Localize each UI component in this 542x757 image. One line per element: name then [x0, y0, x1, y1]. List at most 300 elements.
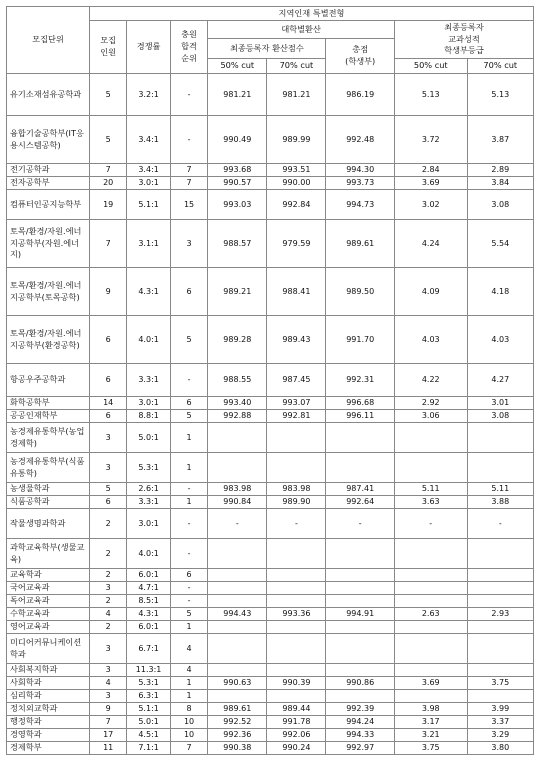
total-cell — [326, 423, 394, 453]
ratio-cell: 7.1:1 — [127, 742, 171, 755]
cut70-cell: 989.43 — [267, 316, 326, 364]
recruit-cell: 19 — [89, 190, 126, 220]
total-cell — [326, 569, 394, 582]
cut50-cell: 990.57 — [208, 177, 267, 190]
waitlist-cell: - — [170, 539, 207, 569]
cut70-cell: 989.99 — [267, 116, 326, 164]
grade50-cell: 5.13 — [394, 74, 467, 116]
table-row — [7, 509, 534, 539]
grade50-cell: 3.17 — [394, 716, 467, 729]
waitlist-cell: 1 — [170, 453, 207, 483]
cut70-cell: 988.41 — [267, 268, 326, 316]
header-waitlist: 충원 합격 순위 — [170, 21, 207, 74]
ratio-cell: 4.0:1 — [127, 316, 171, 364]
unit-cell: 경영학과 — [7, 729, 90, 742]
grade70-cell: 3.84 — [467, 177, 533, 190]
table-row — [7, 742, 534, 755]
table-row — [7, 729, 534, 742]
grade50-cell — [394, 582, 467, 595]
cut50-cell — [208, 453, 267, 483]
cut50-cell: - — [208, 509, 267, 539]
grade70-cell: 3.75 — [467, 677, 533, 690]
ratio-cell: 5.3:1 — [127, 453, 171, 483]
cut70-cell: 993.36 — [267, 608, 326, 621]
grade50-cell: 4.09 — [394, 268, 467, 316]
recruit-cell: 9 — [89, 703, 126, 716]
grade70-cell: 3.99 — [467, 703, 533, 716]
total-cell: 990.86 — [326, 677, 394, 690]
recruit-cell: 3 — [89, 423, 126, 453]
unit-cell: 작물생명과학과 — [7, 509, 90, 539]
grade50-cell — [394, 634, 467, 664]
grade70-cell: 4.27 — [467, 364, 533, 397]
grade50-cell — [394, 595, 467, 608]
table-row — [7, 483, 534, 496]
waitlist-cell: 10 — [170, 729, 207, 742]
header-recruit: 모집 인원 — [89, 21, 126, 74]
unit-cell: 농경제유통학부(농업경제학) — [7, 423, 90, 453]
recruit-cell: 2 — [89, 539, 126, 569]
header-ratio: 경쟁률 — [127, 21, 171, 74]
total-cell: 996.11 — [326, 410, 394, 423]
waitlist-cell: 6 — [170, 569, 207, 582]
cut70-cell — [267, 664, 326, 677]
admission-table — [6, 6, 534, 755]
total-cell: 987.41 — [326, 483, 394, 496]
cut50-cell — [208, 423, 267, 453]
grade70-cell: 3.08 — [467, 190, 533, 220]
waitlist-cell: 6 — [170, 268, 207, 316]
grade70-cell: 5.11 — [467, 483, 533, 496]
total-cell: 993.73 — [326, 177, 394, 190]
grade50-cell: 3.98 — [394, 703, 467, 716]
cut70-cell — [267, 423, 326, 453]
unit-cell: 농경제유통학부(식품유통학) — [7, 453, 90, 483]
ratio-cell: 5.3:1 — [127, 677, 171, 690]
cut50-cell: 989.21 — [208, 268, 267, 316]
recruit-cell: 3 — [89, 582, 126, 595]
total-cell — [326, 634, 394, 664]
ratio-cell: 4.0:1 — [127, 539, 171, 569]
recruit-cell: 11 — [89, 742, 126, 755]
unit-cell: 공공인재학부 — [7, 410, 90, 423]
ratio-cell: 3.4:1 — [127, 116, 171, 164]
table-row — [7, 397, 534, 410]
grade50-cell: 3.21 — [394, 729, 467, 742]
cut70-cell — [267, 634, 326, 664]
waitlist-cell: 4 — [170, 634, 207, 664]
cut70-cell: 992.84 — [267, 190, 326, 220]
cut70-cell: 990.00 — [267, 177, 326, 190]
grade70-cell — [467, 539, 533, 569]
grade50-cell: - — [394, 509, 467, 539]
cut50-cell: 994.43 — [208, 608, 267, 621]
table-row — [7, 690, 534, 703]
waitlist-cell: - — [170, 582, 207, 595]
total-cell: 992.31 — [326, 364, 394, 397]
ratio-cell: 3.0:1 — [127, 509, 171, 539]
cut50-cell: 989.28 — [208, 316, 267, 364]
waitlist-cell: 7 — [170, 164, 207, 177]
grade50-cell: 3.69 — [394, 177, 467, 190]
unit-cell: 토목/환경/자원.에너지공학부(자원.에너지) — [7, 220, 90, 268]
cut70-cell: 990.24 — [267, 742, 326, 755]
unit-cell: 화학공학부 — [7, 397, 90, 410]
recruit-cell: 6 — [89, 496, 126, 509]
header-g70: 70% cut — [467, 59, 533, 74]
cut50-cell: 992.88 — [208, 410, 267, 423]
grade50-cell — [394, 664, 467, 677]
ratio-cell: 3.3:1 — [127, 496, 171, 509]
grade50-cell: 2.63 — [394, 608, 467, 621]
ratio-cell: 3.4:1 — [127, 164, 171, 177]
recruit-cell: 7 — [89, 716, 126, 729]
unit-cell: 농생물학과 — [7, 483, 90, 496]
total-cell — [326, 453, 394, 483]
ratio-cell: 6.0:1 — [127, 569, 171, 582]
ratio-cell: 4.5:1 — [127, 729, 171, 742]
cut70-cell: 989.90 — [267, 496, 326, 509]
recruit-cell: 3 — [89, 664, 126, 677]
total-cell: 994.30 — [326, 164, 394, 177]
grade70-cell: 5.13 — [467, 74, 533, 116]
cut70-cell — [267, 582, 326, 595]
total-cell: 991.70 — [326, 316, 394, 364]
cut70-cell: 993.07 — [267, 397, 326, 410]
grade50-cell: 3.69 — [394, 677, 467, 690]
table-row — [7, 268, 534, 316]
recruit-cell: 6 — [89, 316, 126, 364]
ratio-cell: 4.7:1 — [127, 582, 171, 595]
cut70-cell: 993.51 — [267, 164, 326, 177]
grade70-cell: 3.29 — [467, 729, 533, 742]
header-unit: 모집단위 — [7, 7, 90, 74]
waitlist-cell: 1 — [170, 496, 207, 509]
total-cell: - — [326, 509, 394, 539]
ratio-cell: 6.0:1 — [127, 621, 171, 634]
waitlist-cell: - — [170, 116, 207, 164]
grade50-cell: 3.72 — [394, 116, 467, 164]
recruit-cell: 5 — [89, 483, 126, 496]
waitlist-cell: 1 — [170, 677, 207, 690]
unit-cell: 항공우주공학과 — [7, 364, 90, 397]
ratio-cell: 4.3:1 — [127, 268, 171, 316]
recruit-cell: 14 — [89, 397, 126, 410]
unit-cell: 사회학과 — [7, 677, 90, 690]
total-cell — [326, 595, 394, 608]
recruit-cell: 6 — [89, 364, 126, 397]
table-row — [7, 664, 534, 677]
ratio-cell: 3.0:1 — [127, 177, 171, 190]
waitlist-cell: 1 — [170, 423, 207, 453]
table-row — [7, 677, 534, 690]
cut50-cell: 983.98 — [208, 483, 267, 496]
cut70-cell — [267, 690, 326, 703]
cut70-cell: 987.45 — [267, 364, 326, 397]
waitlist-cell: 6 — [170, 397, 207, 410]
waitlist-cell: 10 — [170, 716, 207, 729]
waitlist-cell: 1 — [170, 690, 207, 703]
table-row — [7, 569, 534, 582]
header-total: 총점 (학생부) — [326, 39, 394, 74]
cut70-cell: 990.39 — [267, 677, 326, 690]
table-row — [7, 496, 534, 509]
waitlist-cell: 3 — [170, 220, 207, 268]
ratio-cell: 3.0:1 — [127, 397, 171, 410]
grade70-cell: 2.89 — [467, 164, 533, 177]
waitlist-cell: 4 — [170, 664, 207, 677]
cut50-cell — [208, 582, 267, 595]
unit-cell: 컴퓨터인공지능학부 — [7, 190, 90, 220]
header-grade-title: 최종등록자 교과성적 학생부등급 — [394, 21, 533, 59]
recruit-cell: 4 — [89, 677, 126, 690]
total-cell: 989.61 — [326, 220, 394, 268]
ratio-cell: 5.1:1 — [127, 190, 171, 220]
recruit-cell: 2 — [89, 569, 126, 582]
total-cell: 992.97 — [326, 742, 394, 755]
cut70-cell: 989.44 — [267, 703, 326, 716]
waitlist-cell: - — [170, 364, 207, 397]
total-cell: 994.73 — [326, 190, 394, 220]
ratio-cell: 5.0:1 — [127, 716, 171, 729]
header-cut70: 70% cut — [267, 59, 326, 74]
grade50-cell: 3.63 — [394, 496, 467, 509]
total-cell: 994.24 — [326, 716, 394, 729]
recruit-cell: 7 — [89, 220, 126, 268]
waitlist-cell: 5 — [170, 410, 207, 423]
waitlist-cell: 5 — [170, 316, 207, 364]
cut70-cell: 992.06 — [267, 729, 326, 742]
unit-cell: 융합기술공학부(IT응용시스템공학) — [7, 116, 90, 164]
grade70-cell: 3.88 — [467, 496, 533, 509]
cut50-cell: 992.36 — [208, 729, 267, 742]
cut50-cell: 993.03 — [208, 190, 267, 220]
grade50-cell: 2.84 — [394, 164, 467, 177]
recruit-cell: 17 — [89, 729, 126, 742]
unit-cell: 과학교육학부(생물교육) — [7, 539, 90, 569]
grade50-cell: 3.02 — [394, 190, 467, 220]
recruit-cell: 5 — [89, 74, 126, 116]
total-cell — [326, 664, 394, 677]
unit-cell: 토목/환경/자원.에너지공학부(환경공학) — [7, 316, 90, 364]
grade50-cell — [394, 621, 467, 634]
cut50-cell — [208, 664, 267, 677]
grade50-cell — [394, 690, 467, 703]
grade70-cell: 2.93 — [467, 608, 533, 621]
ratio-cell: 3.3:1 — [127, 364, 171, 397]
cut50-cell — [208, 690, 267, 703]
unit-cell: 독어교육과 — [7, 595, 90, 608]
unit-cell: 사회복지학과 — [7, 664, 90, 677]
unit-cell: 심리학과 — [7, 690, 90, 703]
cut50-cell — [208, 621, 267, 634]
unit-cell: 전기공학과 — [7, 164, 90, 177]
grade70-cell: 4.18 — [467, 268, 533, 316]
cut70-cell — [267, 569, 326, 582]
recruit-cell: 2 — [89, 509, 126, 539]
table-row — [7, 582, 534, 595]
waitlist-cell: - — [170, 509, 207, 539]
table-row — [7, 608, 534, 621]
total-cell — [326, 690, 394, 703]
grade70-cell: 4.03 — [467, 316, 533, 364]
cut50-cell: 990.49 — [208, 116, 267, 164]
table-row — [7, 177, 534, 190]
grade50-cell: 4.22 — [394, 364, 467, 397]
grade50-cell — [394, 453, 467, 483]
grade70-cell: 3.87 — [467, 116, 533, 164]
total-cell — [326, 539, 394, 569]
grade70-cell — [467, 423, 533, 453]
table-row — [7, 716, 534, 729]
recruit-cell: 6 — [89, 410, 126, 423]
waitlist-cell: - — [170, 74, 207, 116]
table-row — [7, 190, 534, 220]
grade50-cell — [394, 569, 467, 582]
grade50-cell: 5.11 — [394, 483, 467, 496]
ratio-cell: 8.8:1 — [127, 410, 171, 423]
unit-cell: 국어교육과 — [7, 582, 90, 595]
table-row — [7, 621, 534, 634]
grade70-cell — [467, 621, 533, 634]
grade50-cell: 3.75 — [394, 742, 467, 755]
grade70-cell: 3.37 — [467, 716, 533, 729]
ratio-cell: 5.1:1 — [127, 703, 171, 716]
header-g50: 50% cut — [394, 59, 467, 74]
grade50-cell — [394, 423, 467, 453]
ratio-cell: 8.5:1 — [127, 595, 171, 608]
total-cell: 992.39 — [326, 703, 394, 716]
unit-cell: 토목/환경/자원.에너지공학부(토목공학) — [7, 268, 90, 316]
unit-cell: 교육학과 — [7, 569, 90, 582]
table-row — [7, 410, 534, 423]
waitlist-cell: 7 — [170, 742, 207, 755]
waitlist-cell: 15 — [170, 190, 207, 220]
grade70-cell: 3.01 — [467, 397, 533, 410]
grade70-cell: 5.54 — [467, 220, 533, 268]
cut50-cell — [208, 539, 267, 569]
waitlist-cell: 7 — [170, 177, 207, 190]
total-cell: 986.19 — [326, 74, 394, 116]
table-row — [7, 539, 534, 569]
total-cell: 992.64 — [326, 496, 394, 509]
cut50-cell: 988.55 — [208, 364, 267, 397]
total-cell: 994.33 — [326, 729, 394, 742]
table-row — [7, 595, 534, 608]
cut70-cell — [267, 539, 326, 569]
table-row — [7, 634, 534, 664]
table-row — [7, 453, 534, 483]
cut70-cell: - — [267, 509, 326, 539]
recruit-cell: 2 — [89, 621, 126, 634]
unit-cell: 정치외교학과 — [7, 703, 90, 716]
unit-cell: 수학교육과 — [7, 608, 90, 621]
grade50-cell: 4.03 — [394, 316, 467, 364]
table-row — [7, 220, 534, 268]
cut50-cell: 993.68 — [208, 164, 267, 177]
table-row — [7, 164, 534, 177]
header-cut50: 50% cut — [208, 59, 267, 74]
waitlist-cell: 1 — [170, 621, 207, 634]
waitlist-cell: - — [170, 595, 207, 608]
recruit-cell: 20 — [89, 177, 126, 190]
header-converted: 대학별환산 — [208, 21, 395, 39]
total-cell — [326, 621, 394, 634]
unit-cell: 경제학부 — [7, 742, 90, 755]
total-cell: 994.91 — [326, 608, 394, 621]
cut50-cell: 989.61 — [208, 703, 267, 716]
header-group-title: 지역인재 특별전형 — [89, 7, 533, 21]
table-row — [7, 703, 534, 716]
grade50-cell: 3.06 — [394, 410, 467, 423]
recruit-cell: 7 — [89, 164, 126, 177]
grade50-cell — [394, 539, 467, 569]
grade70-cell — [467, 690, 533, 703]
cut50-cell: 992.52 — [208, 716, 267, 729]
grade70-cell — [467, 634, 533, 664]
unit-cell: 전자공학부 — [7, 177, 90, 190]
ratio-cell: 3.1:1 — [127, 220, 171, 268]
ratio-cell: 3.2:1 — [127, 74, 171, 116]
recruit-cell: 5 — [89, 116, 126, 164]
table-body — [7, 74, 534, 755]
cut50-cell: 990.38 — [208, 742, 267, 755]
header-final-reg: 최종등록자 환산점수 — [208, 39, 326, 59]
ratio-cell: 11.3:1 — [127, 664, 171, 677]
grade70-cell: 3.08 — [467, 410, 533, 423]
unit-cell: 유기소재섬유공학과 — [7, 74, 90, 116]
unit-cell: 영어교육과 — [7, 621, 90, 634]
cut70-cell: 981.21 — [267, 74, 326, 116]
table-row — [7, 423, 534, 453]
grade70-cell — [467, 453, 533, 483]
ratio-cell: 2.6:1 — [127, 483, 171, 496]
unit-cell: 미디어커뮤니케이션학과 — [7, 634, 90, 664]
unit-cell: 식품공학과 — [7, 496, 90, 509]
cut50-cell: 993.40 — [208, 397, 267, 410]
cut50-cell: 981.21 — [208, 74, 267, 116]
cut50-cell: 990.63 — [208, 677, 267, 690]
grade50-cell: 4.24 — [394, 220, 467, 268]
grade70-cell — [467, 582, 533, 595]
ratio-cell: 5.0:1 — [127, 423, 171, 453]
ratio-cell: 6.3:1 — [127, 690, 171, 703]
cut70-cell: 983.98 — [267, 483, 326, 496]
grade70-cell: 3.80 — [467, 742, 533, 755]
total-cell: 992.48 — [326, 116, 394, 164]
table-row — [7, 116, 534, 164]
cut70-cell: 992.81 — [267, 410, 326, 423]
total-cell: 996.68 — [326, 397, 394, 410]
cut50-cell: 988.57 — [208, 220, 267, 268]
total-cell: 989.50 — [326, 268, 394, 316]
cut70-cell — [267, 595, 326, 608]
recruit-cell: 2 — [89, 595, 126, 608]
cut70-cell — [267, 453, 326, 483]
ratio-cell: 6.7:1 — [127, 634, 171, 664]
recruit-cell: 3 — [89, 634, 126, 664]
grade50-cell: 2.92 — [394, 397, 467, 410]
ratio-cell: 4.3:1 — [127, 608, 171, 621]
cut50-cell — [208, 595, 267, 608]
cut50-cell: 990.84 — [208, 496, 267, 509]
table-row — [7, 316, 534, 364]
waitlist-cell: - — [170, 483, 207, 496]
recruit-cell: 3 — [89, 453, 126, 483]
waitlist-cell: 5 — [170, 608, 207, 621]
recruit-cell: 3 — [89, 690, 126, 703]
table-row — [7, 364, 534, 397]
